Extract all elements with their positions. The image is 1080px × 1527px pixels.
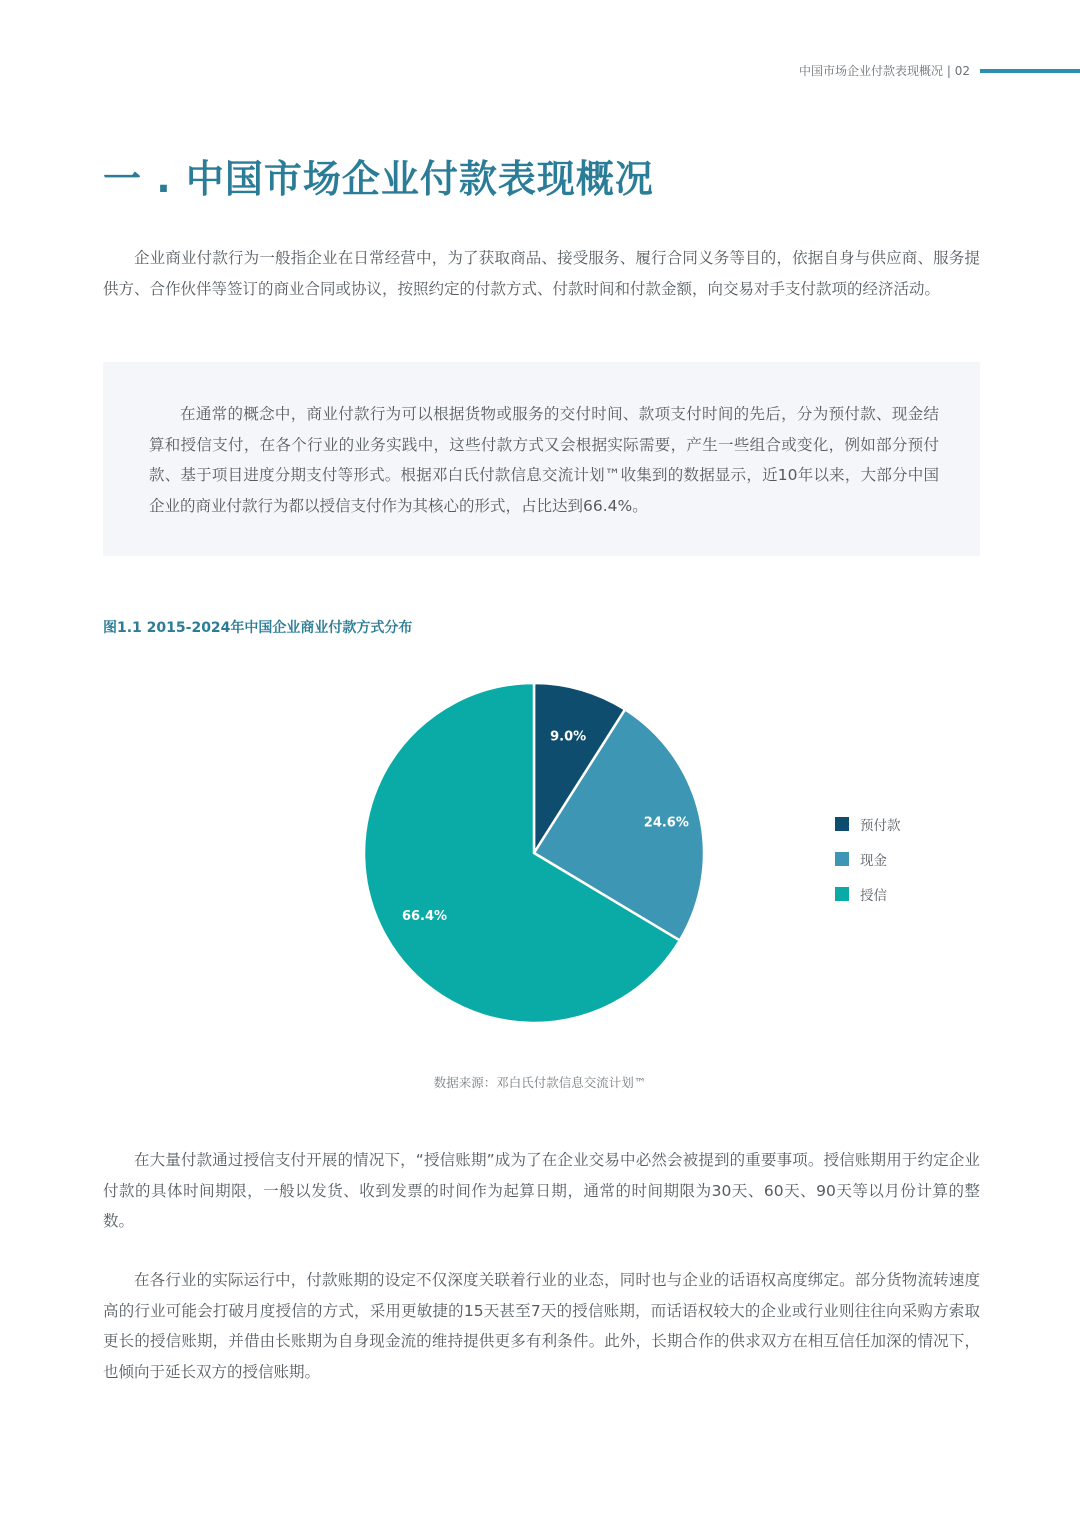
legend-item-cash xyxy=(835,841,901,876)
pie-slice-label: 24.6% xyxy=(643,815,689,831)
callout-paragraph: 在通常的概念中，商业付款行为可以根据货物或服务的交付时间、款项支付时间的先后，分为预付款、现金结算和授信支付，在各个行业的业务实践中，这些付款方式又会根据实际需要，产生一些组合或变化，例如部分预付款、基于项目进度分期支付等形式。根据邓白氏付款信息交流计划™收集到的数据显示，近10年以来，大部分中国企业的商业付款行为都以授信支付作为其核心的形式，占比达到66.4%。 xyxy=(149,405,939,515)
chart-legend xyxy=(835,806,901,911)
legend-item-credit xyxy=(835,876,901,911)
header-label: 中国市场企业付款表现概况 | 02 xyxy=(799,64,970,78)
callout-box xyxy=(103,362,980,556)
legend-label: 现金 xyxy=(860,852,887,869)
header-accent-bar xyxy=(980,69,1080,73)
source-note: 数据来源：邓白氏付款信息交流计划™ xyxy=(433,1075,647,1090)
page-header xyxy=(0,62,1080,82)
legend-swatch xyxy=(835,887,849,901)
pie-slice-label: 9.0% xyxy=(550,729,587,745)
legend-label: 授信 xyxy=(860,887,887,904)
header-section-title: 中国市场企业付款表现概况 xyxy=(799,64,944,78)
body-paragraph-credit-term: 在大量付款通过授信支付开展的情况下，“授信账期”成为了在企业交易中必然会被提到的重要事项。授信账期用于约定企业付款的具体时间期限，一般以发货、收到发票的时间作为起算日期，通常的时间期限为30天、60天、90天等以月份计算的整数。 xyxy=(103,1151,980,1230)
legend-label: 预付款 xyxy=(860,817,901,834)
legend-item-prepayment xyxy=(835,806,901,841)
legend-swatch xyxy=(835,817,849,831)
header-page-number: 02 xyxy=(954,64,970,78)
body-paragraph-industry: 在各行业的实际运行中，付款账期的设定不仅深度关联着行业的业态，同时也与企业的话语权高度绑定。部分货物流转速度高的行业可能会打破月度授信的方式，采用更敏捷的15天甚至7天的授信账期，而话语权较大的企业或行业则往往向采购方索取更长的授信账期，并借由长账期为自身现金流的维持提供更多有利条件。此外，长期合作的供求双方在相互信任加深的情况下，也倾向于延长双方的授信账期。 xyxy=(103,1271,980,1381)
page-title: 一 . 中国市场企业付款表现概况 xyxy=(103,157,654,201)
pie-chart xyxy=(0,660,1080,1060)
figure-caption: 图1.1 2015-2024年中国企业商业付款方式分布 xyxy=(103,620,413,636)
legend-swatch xyxy=(835,852,849,866)
pie-slice-label: 66.4% xyxy=(401,908,448,924)
intro-paragraph: 企业商业付款行为一般指企业在日常经营中，为了获取商品、接受服务、履行合同义务等目的，依据自身与供应商、服务提供方、合作伙伴等签订的商业合同或协议，按照约定的付款方式、付款时间和付款金额，向交易对手支付款项的经济活动。 xyxy=(103,249,980,298)
